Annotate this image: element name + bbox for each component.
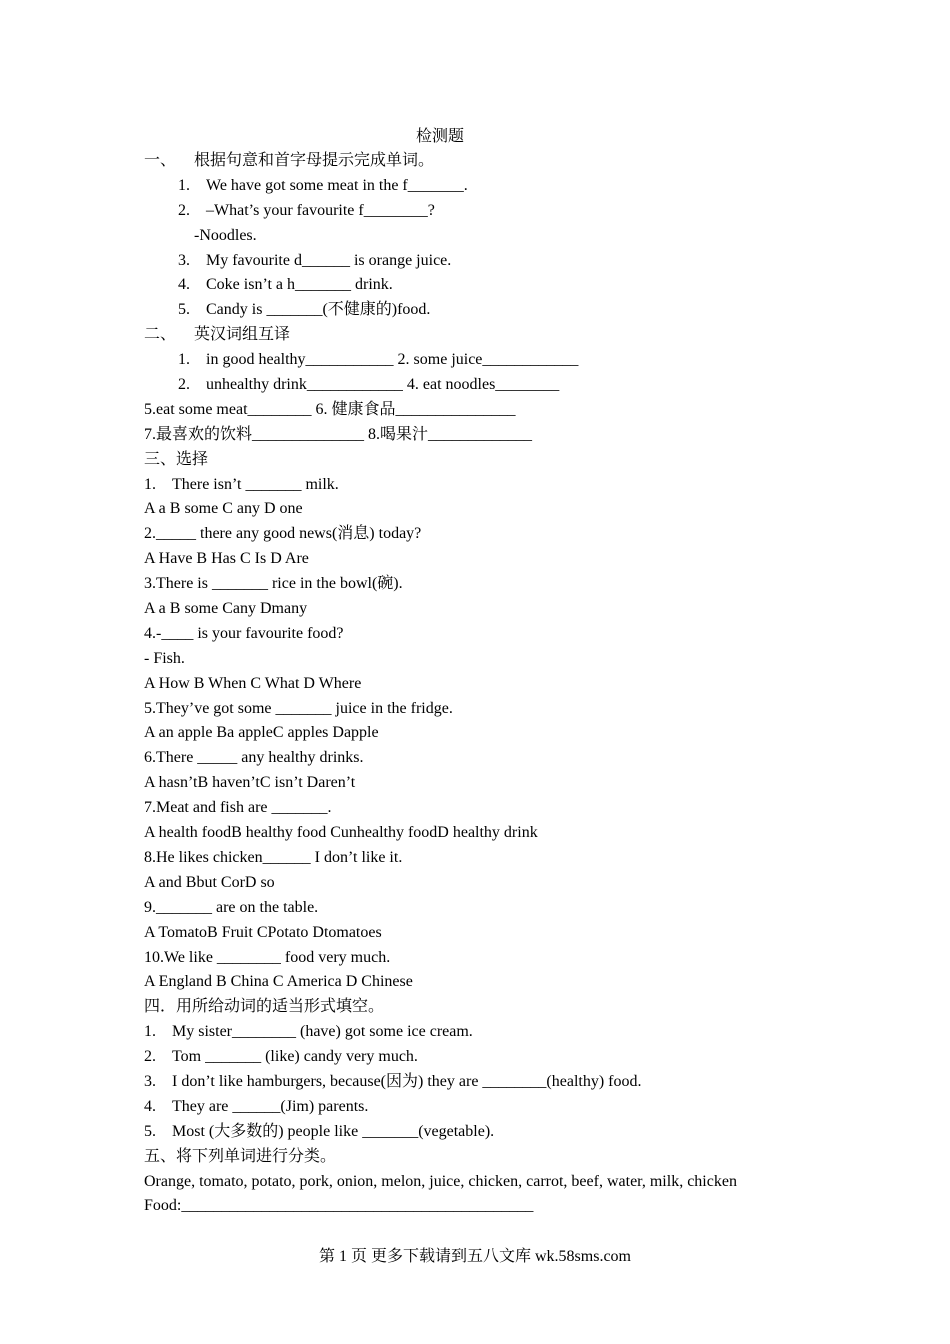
word-list: Orange, tomato, potato, pork, onion, melon, juice, chicken, carrot, beef, water, milk, chicken: [144, 1172, 737, 1190]
section-title: 根据句意和首字母提示完成单词。: [194, 152, 435, 169]
options-line: A Have B Has C Is D Are: [144, 550, 309, 568]
page-footer: 第 1 页 更多下载请到五八文库 wk.58sms.com: [318, 1248, 631, 1265]
options-line: A How B When C What D Where: [144, 674, 362, 692]
section-1-heading: [144, 151, 804, 176]
options-line: A a B some Cany Dmany: [144, 600, 308, 618]
worksheet-content: [144, 151, 804, 1221]
question-item: 5. Candy is _______(不健康的)food.: [178, 301, 431, 319]
section-3-heading: 三、选择: [144, 450, 209, 468]
question-line: 1. There isn’t _______ milk.: [144, 475, 339, 493]
food-answer-line: Food:____________________________________________: [144, 1197, 534, 1215]
options-line: A health foodB healthy food Cunhealthy foodD healthy drink: [144, 824, 538, 842]
section-title: 英汉词组互译: [194, 326, 291, 344]
question-item: 4. Coke isn’t a h_______ drink.: [178, 276, 393, 294]
question-line: 3.There is _______ rice in the bowl(碗).: [144, 575, 403, 593]
section-number: 一、: [144, 152, 177, 169]
question-line: 5.eat some meat________ 6. 健康食品_______________: [144, 400, 516, 418]
question-line: 8.He likes chicken______ I don’t like it.: [144, 848, 403, 866]
question-line: 4. They are ______(Jim) parents.: [144, 1097, 369, 1115]
question-line: 10.We like ________ food very much.: [144, 948, 391, 966]
question-item: 3. My favourite d______ is orange juice.: [178, 251, 452, 269]
question-line: 7.Meat and fish are _______.: [144, 799, 332, 817]
question-item: 2. unhealthy drink____________ 4. eat noodles________: [178, 376, 560, 394]
question-line: 5. Most (大多数的) people like _______(vegetable).: [144, 1122, 495, 1140]
options-line: A an apple Ba appleC apples Dapple: [144, 724, 379, 742]
options-line: A hasn’tB haven’tC isn’t Daren’t: [144, 774, 356, 792]
question-item: 2. –What’s your favourite f________?: [178, 201, 435, 219]
page-title: 检测题: [415, 128, 464, 145]
options-line: A and Bbut CorD so: [144, 873, 275, 891]
question-line: 1. My sister________ (have) got some ice cream.: [144, 1023, 473, 1041]
question-line: 2. Tom _______ (like) candy very much.: [144, 1048, 418, 1066]
options-line: A a B some C any D one: [144, 500, 303, 518]
options-line: A TomatoB Fruit CPotato Dtomatoes: [144, 923, 382, 941]
section-number: 二、: [144, 326, 177, 344]
section-4-heading: 四．用所给动词的适当形式填空。: [144, 998, 385, 1016]
answer-line: - Fish.: [144, 649, 185, 667]
question-line: 6.There _____ any healthy drinks.: [144, 749, 364, 767]
answer-line: -Noodles.: [194, 226, 257, 244]
options-line: A England B China C America D Chinese: [144, 973, 413, 991]
section-5-heading: 五、将下列单词进行分类。: [144, 1147, 337, 1165]
section-2-heading: [144, 325, 804, 350]
question-item: 1. We have got some meat in the f_______.: [178, 176, 468, 194]
question-line: 2._____ there any good news(消息) today?: [144, 525, 422, 543]
question-line: 7.最喜欢的饮料______________ 8.喝果汁_____________: [144, 425, 533, 443]
question-item: 1. in good healthy___________ 2. some juice____________: [178, 351, 579, 369]
question-line: 5.They’ve got some _______ juice in the fridge.: [144, 699, 453, 717]
question-line: 4.-____ is your favourite food?: [144, 624, 344, 642]
question-line: 3. I don’t like hamburgers, because(因为) they are ________(healthy) food.: [144, 1072, 642, 1090]
question-line: 9._______ are on the table.: [144, 898, 319, 916]
